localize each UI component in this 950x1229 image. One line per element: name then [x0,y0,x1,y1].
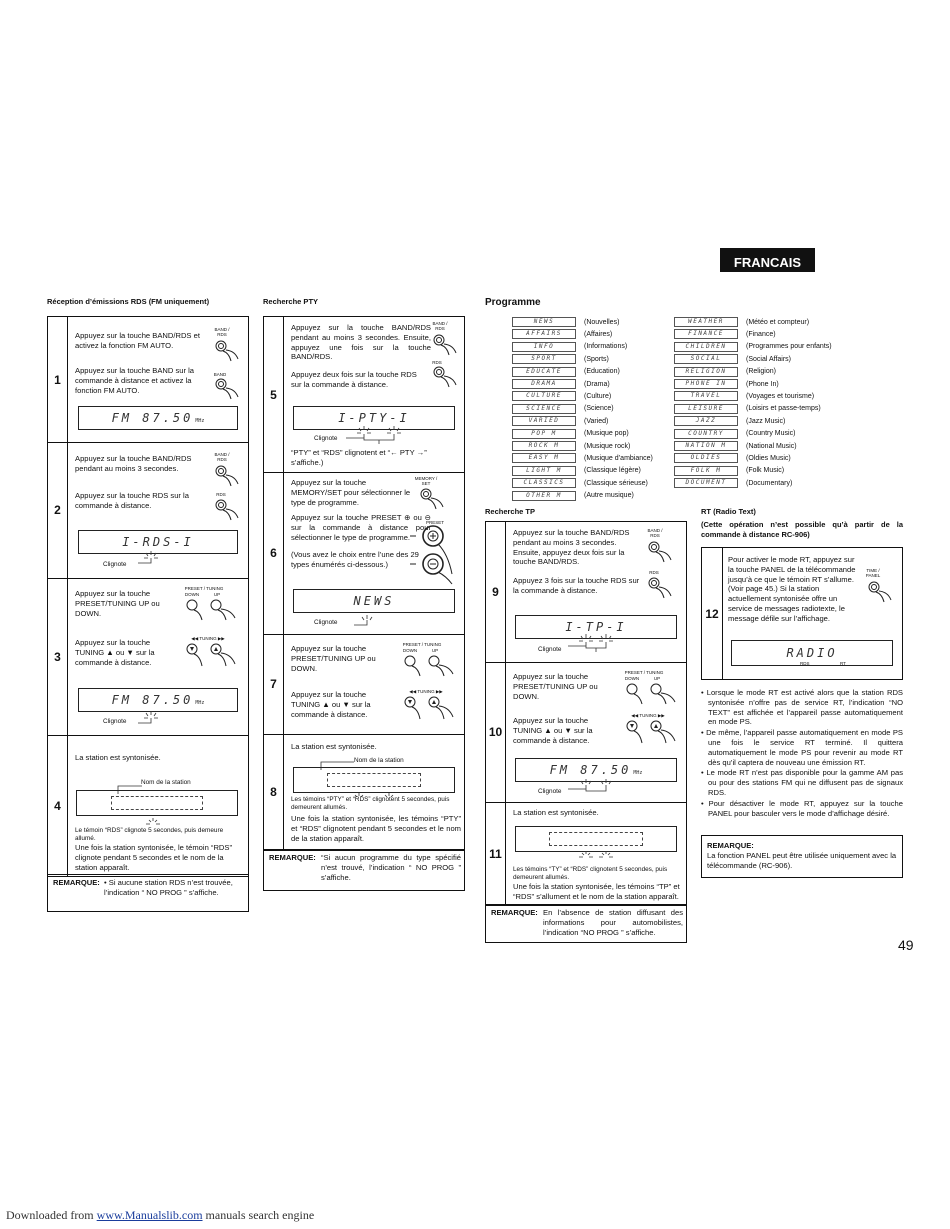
hand-press-icon [401,695,459,725]
lcd-display: FM 87.50 MHz [515,758,677,782]
icon-label: ◀◀ TUNING ▶▶ [409,689,443,694]
pty-description: (Varied) [584,417,609,425]
rt-indicator: RT [840,661,846,666]
hand-press-icon [401,654,459,680]
programme-row [674,416,785,426]
programme-row [674,342,832,352]
step-2 [48,442,248,579]
preset-plus-minus-icon [408,524,458,586]
step-text: Appuyez sur la touche PRESET/TUNING UP ou DOWN. [513,672,598,701]
column-pty-search [263,316,465,891]
pty-code: ROCK M [512,441,576,451]
pty-description: (Classique légère) [584,467,641,475]
pty-code: LIGHT M [512,466,576,476]
pty-description: (Jazz Music) [746,417,786,425]
step-text: Pour activer le mode RT, appuyez sur la touche PANEL de la télécommande jusqu’à ce que le témoin RT s’allume. (Voir page 45.) Si la station actuellement syntonisée offre un service de messages radiotexte, le message défile sur l’affichage. [728,555,856,623]
programme-title: Programme [485,297,541,308]
step-5 [264,317,464,473]
pty-description: (Voyages et tourisme) [746,392,815,400]
pty-description: (Informations) [584,343,628,351]
step-number: 10 [486,662,506,802]
remark-label: REMARQUE: [53,878,100,887]
step-4 [48,735,248,877]
lcd-display [293,767,455,793]
step-text: La station est syntonisée. [75,753,161,762]
icon-label: RDS [649,570,659,575]
blink-label: Clignote [538,788,562,795]
pty-code: INFO [512,342,576,352]
icon-label: RDS [216,492,226,497]
pty-code: POP M [512,429,576,439]
footer [6,1208,314,1223]
pty-description: (Country Music) [746,430,796,438]
step-note: Les témoins “PTY” et “RDS” clignotent 5 secondes, puis demeurent allumés. [291,796,450,811]
pty-description: (Nouvelles) [584,318,620,326]
pty-description: (Culture) [584,392,612,400]
lcd-display: I-RDS-I [78,530,238,554]
icon-label: DOWN [624,676,640,681]
hand-press-icon [416,487,446,513]
rds-indicator: RDS [800,661,810,666]
pty-code: CULTURE [512,391,576,401]
step-text: Appuyez deux fois sur la touche RDS sur la commande à distance. [291,370,417,389]
pty-code: COUNTRY [674,429,738,439]
page-number: 49 [898,937,914,953]
icon-label: PRESET / TUNING [624,670,664,675]
pty-description: (Science) [584,405,614,413]
step-number: 12 [702,548,723,679]
remark-label: REMARQUE: [491,908,538,917]
step-note: Les témoins “TY” et “RDS” clignotent 5 secondes, puis demeurent allumés. [513,866,668,881]
programme-row [512,404,614,414]
pty-code: CLASSICS [512,478,576,488]
step-number: 5 [264,317,284,472]
footer-prefix: Downloaded from [6,1208,97,1222]
programme-row [674,317,809,327]
blink-indicator-icon [352,613,382,629]
step-text: La station est syntonisée. [291,742,377,751]
icon-label: BAND [213,372,227,377]
blink-indicator-icon [556,777,636,797]
hand-press-icon [623,682,681,708]
pty-description: (Musique d’ambiance) [584,454,653,462]
lcd-display: FM 87.50 MHz [78,688,238,712]
section-title-pty: Recherche PTY [263,297,319,306]
pty-code: AFFAIRS [512,329,576,339]
pty-code: FINANCE [674,329,738,339]
lcd-display: I-TP-I [515,615,677,639]
pty-code: FOLK M [674,466,738,476]
icon-label: BAND / RDS [647,528,663,538]
programme-row [512,379,610,389]
remark-label: REMARQUE: [269,853,316,862]
step-text: Appuyez sur la touche PRESET ⊕ ou ⊖ sur la commande à distance pour sélectionner le type de programme. [291,513,431,542]
step-text: La station est syntonisée. [513,808,599,817]
step-8 [264,734,464,851]
icon-label: DOWN [184,592,200,597]
blink-label: Clignote [103,718,127,725]
pty-code: JAZZ [674,416,738,426]
step-text: Appuyez sur la touche BAND/RDS pendant au moins 3 secondes. Ensuite, appuyez deux fois sur la touche BAND/RDS. [513,528,630,567]
pty-description: (Affaires) [584,330,613,338]
pty-code: DRAMA [512,379,576,389]
remark-text: En l’absence de station diffusant des informations pour automobilistes, l’indication “NO PROG ” s’affiche. [543,908,683,937]
step-7 [264,634,464,735]
hand-press-icon [183,642,241,670]
programme-row [512,329,612,339]
icon-label: BAND / RDS [214,327,230,337]
programme-row [512,416,608,426]
step-number: 8 [264,734,284,850]
icon-label: UP [431,648,439,653]
rt-bullets [701,688,903,819]
pty-description: (National Music) [746,442,797,450]
remark [486,904,686,942]
station-name-placeholder [549,832,643,846]
icon-label: PRESET [425,520,444,525]
pty-description: (Religion) [746,368,776,376]
hand-press-icon [623,719,681,749]
pty-description: (Météo et compteur) [746,318,810,326]
programme-row [512,342,627,352]
pty-code: TRAVEL [674,391,738,401]
lcd-display: NEWS [293,589,455,613]
hand-press-icon [211,498,241,524]
pty-description: (Sports) [584,355,609,363]
programme-row [674,354,791,364]
programme-row [674,429,795,439]
programme-row [674,441,797,451]
step-6 [264,472,464,635]
hand-press-icon [211,464,241,488]
pty-code: LEISURE [674,404,738,414]
pty-description: (Documentary) [746,479,793,487]
pty-description: (Finance) [746,330,776,338]
step-number: 3 [48,578,68,735]
programme-row [512,478,648,488]
pty-code: PHONE IN [674,379,738,389]
programme-row [674,466,784,476]
step-text: Appuyez sur la touche BAND/RDS pendant au moins 3 secondes. [75,454,192,473]
pty-description: (Autre musique) [584,492,634,500]
pty-code: DOCUMENT [674,478,738,488]
column-rds-reception [47,316,249,912]
hand-press-icon [429,333,459,359]
programme-row [512,317,619,327]
hand-press-icon [211,377,241,403]
lcd-display: FM 87.50 MHz [78,406,238,430]
remark-text: La fonction PANEL peut être utilisée uniquement avec la télécommande (RC-906). [707,851,897,870]
programme-row [512,441,630,451]
hand-press-icon [211,339,241,365]
step-text: Appuyez sur la touche BAND/RDS pendant au moins 3 secondes. Ensuite, appuyez une fois sur la touche BAND/RDS. [291,323,431,362]
bullet-item: • De même, l’appareil passe automatiquement en mode PS une fois le service RT terminé. Il quittera automatiquement le mode PS pour revenir au mode RT dès qu’il captera de nouveau une émission RT. [701,728,903,767]
hand-press-icon [429,365,459,391]
icon-label: TIME / PANEL [865,568,881,578]
step-10 [486,662,686,803]
programme-row [674,367,776,377]
remark [48,874,248,911]
station-name-label: Nom de la station [354,757,404,764]
step-number: 11 [486,802,506,905]
pty-description: (Social Affairs) [746,355,791,363]
lcd-display: I-PTY-I [293,406,455,430]
step-text: Appuyez sur la touche RDS sur la commande à distance. [75,491,189,510]
pty-description: (Folk Music) [746,467,785,475]
remark-text: • Si aucune station RDS n’est trouvée, l’indication “ NO PROG ” s’affiche. [104,878,233,897]
rt-subtitle: (Cette opération n’est possible qu’à partir de la commande à distance RC-906) [701,520,903,539]
section-title-rt: RT (Radio Text) [701,507,756,516]
blink-indicator-icon [571,850,621,864]
blink-label: Clignote [314,435,338,442]
step-11 [486,802,686,906]
step-number: 6 [264,472,284,634]
pty-code: OTHER M [512,491,576,501]
programme-row [674,329,776,339]
programme-row [674,404,821,414]
pty-code: SOCIAL [674,354,738,364]
remark-text: “Si aucun programme du type spécifié n’est trouvé, l’indication “ NO PROG ” s’affiche. [321,853,461,882]
hand-press-icon [864,580,896,608]
step-number: 1 [48,317,68,442]
step-3 [48,578,248,736]
lcd-display: RADIO [731,640,893,666]
section-title-rds: Réception d’émissions RDS (FM uniquement) [47,297,210,306]
pty-code: SCIENCE [512,404,576,414]
step-text: Appuyez sur la touche TUNING ▲ ou ▼ sur la commande à distance. [513,716,593,745]
step-text: Appuyez sur la touche BAND/RDS et activez la fonction FM AUTO. [75,331,200,350]
pty-code: NATION M [674,441,738,451]
manualslib-link[interactable]: www.Manualslib.com [96,1208,203,1222]
step-number: 2 [48,442,68,578]
blink-label: Clignote [538,646,562,653]
step-text: (Vous avez le choix entre l’une des 29 types énumérés ci-dessous.) [291,550,419,569]
step-text: Une fois la station syntonisée, le témoin “RDS” clignote pendant 5 secondes et le nom de la station apparaît. [75,843,233,872]
pty-description: (Drama) [584,380,610,388]
programme-row [674,478,792,488]
step-text: Appuyez sur la touche TUNING ▲ ou ▼ sur la commande à distance. [291,690,371,719]
bullet-item: • Lorsque le mode RT est activé alors que la station RDS syntonisée n’offre pas de service RT, l’indication “NO TEXT” est affichée et l’appareil passe automatiquement en mode PS. [701,688,903,727]
step-number: 9 [486,522,506,662]
blink-indicator-icon [136,709,166,727]
pty-description: (Loisirs et passe-temps) [746,405,821,413]
bullet-item: • Le mode RT n’est pas disponible pour la gamme AM pas ou pour des stations FM qui ne diffusent pas de signaux RDS. [701,768,903,797]
pty-description: (Programmes pour enfants) [746,343,832,351]
step-text: Appuyez sur la touche PRESET/TUNING UP ou DOWN. [75,589,160,618]
icon-label: BAND / RDS [214,452,230,462]
icon-label: ◀◀ TUNING ▶▶ [191,636,225,641]
blink-label: Clignote [103,561,127,568]
pty-code: RELIGION [674,367,738,377]
programme-row [512,429,629,439]
programme-row [512,491,634,501]
step-text: Appuyez 3 fois sur la touche RDS sur la commande à distance. [513,576,640,595]
section-title-tp: Recherche TP [485,507,536,516]
icon-label: PRESET / TUNING [184,586,224,591]
blink-indicator-icon [334,424,414,446]
icon-label: ◀◀ TUNING ▶▶ [631,713,665,718]
lcd-display [515,826,677,852]
pty-description: (Oldies Music) [746,454,791,462]
icon-label: MEMORY / SET [414,476,438,486]
step-text: Une fois la station syntonisée, les témoins “PTY” et “RDS” clignotent pendant 5 secondes et le nom de la station apparaît. [291,814,461,843]
station-name-label: Nom de la station [141,779,191,786]
programme-row [674,391,814,401]
pty-description: (Musique rock) [584,442,631,450]
step-number: 4 [48,735,68,876]
programme-row [512,367,620,377]
column-tp-search [485,521,687,943]
programme-row [512,466,641,476]
language-tab: FRANCAIS [720,248,815,272]
pty-code: VARIED [512,416,576,426]
pty-code: OLDIES [674,453,738,463]
pty-code: SPORT [512,354,576,364]
step-1 [48,317,248,443]
pty-code: EDUCATE [512,367,576,377]
icon-label: DOWN [402,648,418,653]
programme-row [512,391,611,401]
pty-code: WEATHER [674,317,738,327]
footer-suffix: manuals search engine [202,1208,315,1222]
station-name-placeholder [111,796,203,810]
bullet-item: • Pour désactiver le mode RT, appuyez sur la touche PANEL pour basculer vers le mode d’affichage désiré. [701,798,903,818]
programme-row [674,379,779,389]
step-text: “PTY” et “RDS” clignotent et “← PTY →” s’affiche.) [291,448,427,467]
step-text: Appuyez sur la touche BAND sur la commande à distance et activez la fonction FM AUTO. [75,366,195,395]
blink-indicator-icon [556,632,636,654]
step-text: Appuyez sur la touche PRESET/TUNING UP ou DOWN. [291,644,376,673]
step-text: Appuyez sur la touche TUNING ▲ ou ▼ sur la commande à distance. [75,638,155,667]
pty-code: EASY M [512,453,576,463]
blink-label: Clignote [314,619,338,626]
pty-description: (Education) [584,368,620,376]
icon-label: BAND / RDS [432,321,448,331]
step-note: Le témoin “RDS” clignote 5 secondes, puis demeure allumé. [75,827,224,842]
rt-step-box [701,547,903,680]
hand-press-icon [183,598,241,624]
pty-description: (Phone In) [746,380,779,388]
hand-press-icon [644,576,674,606]
step-text: Une fois la station syntonisée, les témoins “TP” et “RDS” s’allument et le nom de la station apparaît. [513,882,680,901]
remark-label: REMARQUE: [707,841,754,850]
blink-indicator-icon [136,549,166,567]
step-number: 7 [264,634,284,734]
pty-description: (Classique sérieuse) [584,479,648,487]
rt-remark [701,835,903,878]
remark [264,849,464,890]
icon-label: RDS [432,360,442,365]
pty-description: (Musique pop) [584,430,629,438]
icon-label: UP [213,592,221,597]
pty-code: CHILDREN [674,342,738,352]
station-name-placeholder [327,773,421,787]
step-text: Appuyez sur la touche MEMORY/SET pour sélectionner le type de programme. [291,478,411,507]
lcd-display [76,790,238,816]
programme-row [512,354,609,364]
hand-press-icon [644,540,674,566]
icon-label: UP [653,676,661,681]
programme-row [674,453,791,463]
step-9 [486,522,686,663]
icon-label: PRESET / TUNING [402,642,442,647]
pty-code: NEWS [512,317,576,327]
programme-row [512,453,653,463]
